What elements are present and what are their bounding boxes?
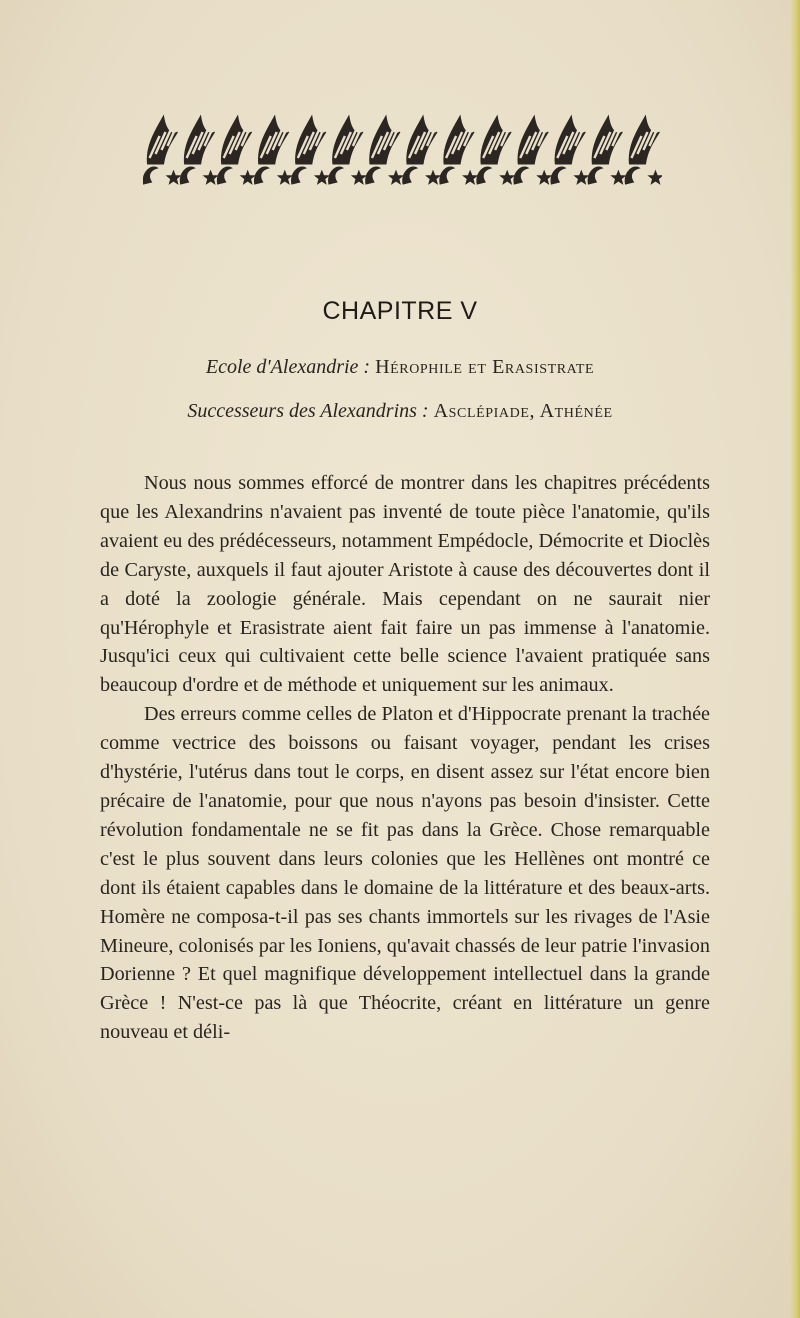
- school-names: Hérophile et Erasistrate: [375, 356, 595, 378]
- fleuron-icon: [217, 116, 254, 184]
- fleuron-icon: [625, 116, 662, 184]
- school-label: Ecole d'Alexandrie :: [205, 356, 371, 378]
- fleuron-icon: [440, 116, 477, 184]
- paragraph: Nous nous sommes efforcé de montrer dans les chapitres précédents que les Alexandrins n'avaient pas inventé de toute pièce l'anatomie, qu'ils avaient eu des prédécesseurs, notamment Empédocle, Démocrite et Dioclès de Caryste, auxquels il faut ajouter Aristote à cause des découvertes dont il a doté la zoologie générale. Mais cependant on ne saurait nier qu'Hérophyle et Erasistrate aient fait faire un pas immense à l'anatomie. Jusqu'ici ceux qui cultivaient cette belle science l'avaient pratiquée sans beaucoup d'ordre et de méthode et uniquement sur les animaux.: [100, 472, 710, 697]
- fleuron-band-icon: [143, 106, 662, 190]
- chapter-title: CHAPITRE V: [322, 297, 478, 325]
- chapter-subtitle-successors: [0, 400, 800, 423]
- fleuron-icon: [551, 116, 588, 184]
- chapter-subtitle-school: [0, 356, 800, 379]
- fleuron-icon: [514, 116, 551, 184]
- fleuron-icon: [180, 116, 217, 184]
- page-edge: [790, 0, 800, 1318]
- fleuron-icon: [403, 116, 440, 184]
- paragraph: Des erreurs comme celles de Platon et d'Hippocrate prenant la trachée comme vectrice des boissons ou faisant voyager, pendant les crises d'hystérie, l'utérus dans tout le corps, en disent assez sur l'état encore bien précaire de l'anatomie, pour que nous n'ayons pas besoin d'insister. Cette révolution fondamentale ne se fit pas dans la Grèce. Chose remarquable c'est le plus souvent dans leurs colonies que les Hellènes ont montré ce dont ils étaient capables dans le domaine de la littérature et des beaux-arts. Homère ne composa-t-il pas ses chants immortels sur les rivages de l'Asie Mineure, colonisés par les Ioniens, qu'avait chassés de leur patrie l'invasion Dorienne ? Et quel magnifique développement intellectuel dans la grande Grèce ! N'est-ce pas là que Théocrite, créant en littérature un genre nouveau et déli-: [100, 703, 710, 1044]
- fleuron-icon: [477, 116, 514, 184]
- fleuron-icon: [366, 116, 403, 184]
- fleuron-icon: [588, 116, 625, 184]
- successors-names: Asclépiade, Athénée: [433, 400, 613, 422]
- body-text: [100, 469, 710, 1047]
- fleuron-icon: [329, 116, 366, 184]
- successors-label: Successeurs des Alexandrins :: [187, 400, 429, 422]
- fleuron-icon: [254, 116, 291, 184]
- fleuron-icon: [143, 116, 180, 184]
- fleuron-icon: [292, 116, 329, 184]
